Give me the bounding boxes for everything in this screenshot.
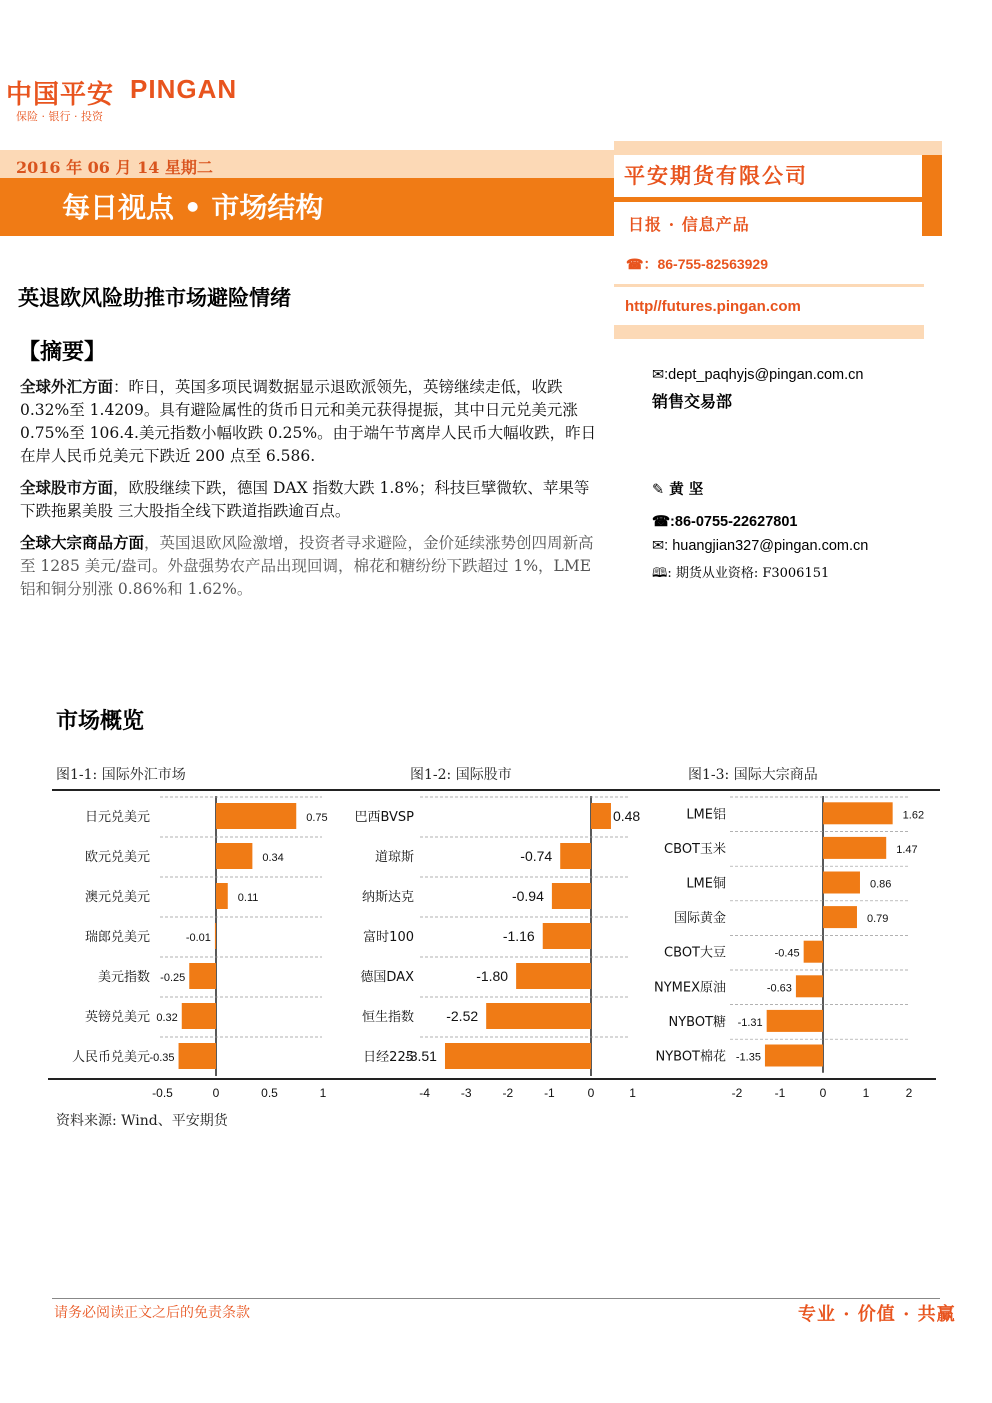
bar [804, 941, 823, 963]
dept-name: 销售交易部 [652, 392, 733, 411]
company-url[interactable]: http//futures.pingan.com [625, 298, 801, 315]
data-label: -1.35 [735, 1051, 761, 1064]
bar [486, 1003, 591, 1029]
logo-cn: 中国平安 [6, 80, 115, 110]
category-label: 英镑兑美元 [84, 1010, 150, 1025]
data-label: 0.79 [866, 913, 889, 926]
x-tick-label: 0 [212, 1086, 220, 1100]
category-label: 欧元兑美元 [84, 850, 150, 865]
data-label: -0.63 [766, 982, 792, 995]
phone-number: 86-755-82563929 [657, 256, 768, 272]
data-label: -0.45 [774, 947, 800, 960]
paragraph-text: ：昨日，英国多项民调数据显示退欧派领先，英镑继续走低，收跌 0.32%至 1.4209。具有避险属性的货币日元和美元获得提振，其中日元兑美元涨 0.75%至 106.4.美元指数小幅收跌 0.25%。由于端午节离岸人民币大幅收跌，昨日在岸人民币兑美元下跌近 200 点至 6.586. [20, 378, 597, 465]
category-label: 日经225 [363, 1050, 414, 1065]
chart-title-equity: 图1-2: 国际股市 [410, 767, 512, 783]
paragraph-lead: 全球股市方面 [20, 479, 114, 497]
bar [796, 975, 823, 997]
data-label: -0.25 [160, 972, 186, 984]
data-label: 0.34 [262, 852, 284, 864]
category-label: 瑞郎兑美元 [84, 930, 150, 945]
x-tick-label: -3 [460, 1086, 472, 1100]
x-tick-label: 2 [905, 1086, 913, 1100]
logo-subtitle: 保险 · 银行 · 投资 [16, 110, 103, 123]
x-tick-label: 1 [862, 1086, 870, 1100]
data-source: 资料来源: Wind、平安期货 [56, 1113, 228, 1129]
category-label: 恒生指数 [361, 1010, 414, 1025]
category-label: 澳元兑美元 [84, 890, 150, 905]
analyst-name: ✎ 黄 坚 [652, 482, 704, 498]
data-label: 0.48 [612, 808, 641, 824]
x-tick-label: -2 [731, 1086, 743, 1100]
category-label: 德国DAX [360, 970, 414, 985]
x-tick-label: -0.5 [152, 1086, 173, 1100]
analyst-phone: ☎:86-0755-22627801 [652, 514, 798, 530]
paragraph-lead: 全球大宗商品方面 [20, 534, 145, 552]
report-date: 2016 年 06 月 14 星期二 [16, 158, 213, 177]
x-tick-label: -1 [544, 1086, 555, 1100]
bar [445, 1043, 591, 1069]
bar [516, 963, 591, 989]
category-label: 巴西BVSP [354, 810, 414, 825]
x-tick-label: -2 [502, 1086, 514, 1100]
chart-title-commodity: 图1-3: 国际大宗商品 [688, 767, 818, 783]
category-label: LME铝 [686, 807, 726, 823]
report-title: 每日视点 • 市场结构 [62, 191, 324, 224]
paragraph-lead: 全球外汇方面 [20, 378, 114, 396]
bar [591, 803, 611, 829]
bar [765, 1045, 823, 1067]
data-label: -1.80 [476, 968, 509, 984]
category-label: 人民币兑美元 [71, 1050, 150, 1065]
analyst-license: 🕮: 期货从业资格: F3006151 [652, 566, 830, 581]
data-label: -0.01 [185, 932, 211, 944]
data-label: 0.75 [306, 812, 328, 824]
footer-disclaimer[interactable]: 请务必阅读正文之后的免责条款 [54, 1305, 250, 1321]
bar [182, 1003, 216, 1029]
chart-bottom-rule [48, 1078, 936, 1080]
data-label: 1.62 [902, 809, 925, 822]
x-tick-label: 1 [629, 1086, 636, 1100]
bar [552, 883, 591, 909]
headline: 英退欧风险助推市场避险情绪 [18, 286, 291, 310]
bar [179, 1043, 216, 1069]
bar [823, 802, 893, 824]
x-tick-label: 1 [319, 1086, 327, 1100]
category-label: 富时100 [363, 930, 414, 945]
data-label: -1.16 [502, 928, 535, 944]
data-label: 0.86 [869, 878, 892, 891]
category-label: 纳斯达克 [361, 890, 414, 905]
data-label: -0.94 [511, 888, 544, 904]
category-label: NYBOT糖 [668, 1014, 726, 1030]
dept-email[interactable]: ✉:dept_paqhyjs@pingan.com.cn [652, 367, 864, 383]
x-tick-label: 0 [587, 1086, 595, 1100]
bar [189, 963, 216, 989]
x-tick-label: -4 [419, 1086, 430, 1100]
bar [823, 906, 857, 928]
data-label: -2.52 [446, 1008, 479, 1024]
bar [767, 1010, 823, 1032]
category-label: CBOT玉米 [664, 841, 726, 857]
category-label: 日元兑美元 [84, 810, 150, 825]
data-label: 0.11 [237, 892, 259, 904]
paragraph-text: ，欧股继续下跌，德国 DAX 指数大跌 1.8%；科技巨擘微软、苹果等下跌拖累美股 三大股指全线下跌道指跌逾百点。 [20, 479, 590, 520]
report-type: 日报 · 信息产品 [628, 215, 750, 234]
market-overview-title: 市场概览 [56, 709, 145, 734]
category-label: NYBOT棉花 [655, 1049, 726, 1065]
company-name: 平安期货有限公司 [624, 163, 808, 188]
bar [216, 843, 252, 869]
bar [823, 837, 886, 859]
category-label: 道琼斯 [374, 850, 414, 865]
data-label: -3.51 [405, 1048, 437, 1064]
logo-en: PINGAN [130, 74, 238, 104]
x-tick-label: 0.5 [261, 1086, 278, 1100]
category-label: 美元指数 [97, 970, 150, 985]
footer-rule [52, 1298, 940, 1299]
category-label: 国际黄金 [673, 911, 726, 927]
bar [216, 803, 296, 829]
analyst-email[interactable]: ✉: huangjian327@pingan.com.cn [652, 538, 869, 554]
bar [216, 883, 228, 909]
bar [543, 923, 591, 949]
chart-title-fx: 图1-1: 国际外汇市场 [56, 767, 186, 783]
data-label: 1.47 [896, 843, 918, 856]
category-label: NYMEX原油 [653, 980, 726, 996]
bar [560, 843, 591, 869]
data-label: -0.35 [149, 1052, 175, 1064]
category-label: LME铜 [686, 876, 726, 892]
x-tick-label: -1 [774, 1086, 786, 1100]
x-tick-label: 0 [819, 1086, 827, 1100]
category-label: CBOT大豆 [664, 945, 726, 961]
bar [215, 923, 216, 949]
paragraph-text: ，英国退欧风险激增，投资者寻求避险，金价延续涨势创四周新高至 1285 美元/盎司。外盘强势农产品出现回调，棉花和糖纷纷下跌超过 1%，LME 铝和铜分别涨 0.86%和 1.62%。 [20, 534, 594, 598]
data-label: -0.74 [520, 848, 553, 864]
phone-icon: ☎： [626, 256, 658, 272]
data-label: -1.31 [737, 1016, 763, 1029]
bar [823, 872, 860, 894]
footer-slogan: 专业 · 价值 · 共赢 [798, 1304, 956, 1325]
abstract-heading: 【摘要】 [18, 340, 107, 365]
data-label: 0.32 [156, 1012, 178, 1024]
